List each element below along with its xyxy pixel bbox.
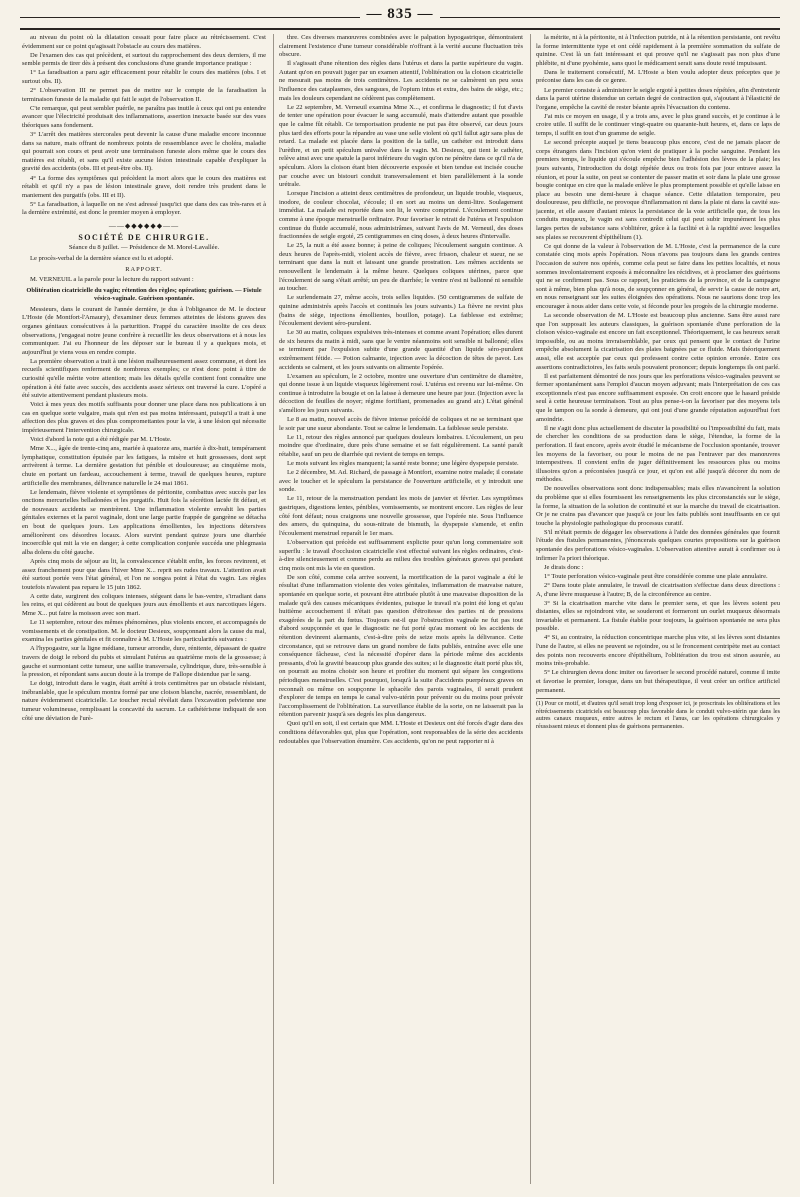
paragraph: Le 11, retour de la menstruation pendant les mois de janvier et février. Les symptômes gastriques, digestions lentes, pénibles, vomissements, se montrent encore. Les règles de leur côté font défaut; nous craignons une nouvelle grossesse, que l'opérée nie. Sous l'influence des amers, du quinquina, du sous-nitrate de bismuth, la dyspepsie s'amende, et enfin l'écoulement menstruel reparaît le 1er mars. xyxy=(279,495,523,537)
paragraph: Il s'agissait d'une rétention des règles dans l'utérus et dans la partie supérieure du vagin. Autant qu'on en pouvait juger par un examen attentif, l'oblitération ou la cloison cicatricielle ne mesurait pas moins de trois centimètres. Les accidents ne se calmèrent un peu sous l'influence des cataplasmes, des sangsues, de l'opium intus et extra, des bains de siège, etc.; mais les douleurs cependant ne cédèrent pas complètement. xyxy=(279,60,523,102)
report-label: RAPPORT. xyxy=(125,266,163,274)
column-3-paragraphs xyxy=(536,34,780,695)
society-title: SOCIÉTÉ DE CHIRURGIE. xyxy=(78,232,210,242)
paragraph: L'examen au spéculum, le 2 octobre, montre une ouverture d'un centimètre de diamètre, qui donne issue à un liquide visqueux légèrement rosé. L'utérus est revenu sur lui-même. On continue à introduire la bougie et on la laisse à demeure une heure par jour. (Injection avec la décoction de feuilles de noyer; régime fortifiant, promenades au grand air.) L'état général s'améliore les jours suivants. xyxy=(279,372,523,415)
paragraph: Le 11 septembre, retour des mêmes phénomènes, plus violents encore, et accompagnés de vomissements et de constipation. M. le docteur Desieux, soupçonnant alors la cause du mal, examina les parties génitales et fit connaître à M. L'Hoste les particularités suivantes : xyxy=(22,619,266,644)
paragraph: De son côté, comme cela arrive souvent, la mortification de la paroi vaginale a été le résultat d'une inflammation violente des voies génitales, inflammation de mauvaise nature, spontanée en quelque sorte, et pouvant être attribuée plutôt à une mauvaise disposition de la malade qu'à des causes mécaniques évidentes, puisque le travail n'a point été long et qu'au huitième accouchement il n'était pas question d'étroitesse des parties ni de pressions exagérées de la part du fœtus. Toujours est-il que l'obstruction vaginale ne fut pas tout d'abord soupçonnée et que le diagnostic ne fut porté qu'au moment où les accidents de rétention devinrent alarmants, c'est-à-dire près de seize mois après la délivrance. Cette circonstance, qui se retrouve dans un grand nombre de faits publiés, entraîne avec elle une conséquence fâcheuse, c'est la nécessité d'opérer dans la période même des accidents pressants, d'où la gravité beaucoup plus grande des suites; si le diagnostic était porté plus tôt, on pourrait au moins choisir son heure et profiter du moment qui sépare les congestions périodiques menstruelles. C'est pourquoi, lorsqu'à la suite d'accidents puerpéraux graves on reconnaît ou même on soupçonne le sphacèle des parois vaginales, il serait prudent d'explorer de temps en temps le canal vulvo-utérin pour prévenir ou du moins pour prévoir l'accomplissement de l'oblitération. La surveillance établie de la sorte, on ne laisserait pas la rétention parvenir jusqu'à ses degrés les plus dangereux. xyxy=(279,573,523,719)
paragraph: De l'examen des cas qui précèdent, et surtout du rapprochement des deux derniers, il me semble permis de tirer dès à présent des conclusions d'une grande importance pratique : xyxy=(22,51,266,68)
paragraph: Lorsque l'incision a atteint deux centimètres de profondeur, un liquide trouble, visqueux, inodore, de couleur chocolat, s'écoule; il en sort au moins un demi-litre. Soulagement immédiat. La malade est reportée dans son lit, le ventre comprimé. L'écoulement continue comme à une époque menstruelle ordinaire. Pour favoriser le retrait de l'utérus et l'expulsion continue du fluide accumulé, nous administrâmes, suivant l'avis de M. Verneuil, des doses fractionnées de seigle ergoté, 25 centigrammes en cinq doses, à deux heures d'intervalle. xyxy=(279,190,523,241)
paragraph: 3° L'arrêt des matières stercorales peut devenir la cause d'une maladie encore inconnue dans sa nature, mais offrant de nombreux points de ressemblance avec le choléra, maladie qui pourrait son cours et peut avoir une terminaison funeste alors même que le cours des matières est rétabli, et sans qu'il existe aucune lésion intestinale capable d'expliquer la gravité des accidents (obs. III et peut-être obs. II). xyxy=(22,131,266,173)
paragraph: Messieurs, dans le courant de l'année dernière, je dus à l'obligeance de M. le docteur L'Hoste (de Montfort-l'Amaury), d'examiner deux femmes atteintes de lésions graves des organes génitaux consécutives à la parturition. Frappé du caractère insolite de ces deux observations, j'engageai notre jeune confrère à recueillir les deux observations et à nous les communiquer. J'ai eu l'honneur de les déposer sur le bureau il y a quelques mois, et aujourd'hui je viens vous en rendre compte. xyxy=(22,305,266,356)
paragraph: Après cinq mois de séjour au lit, la convalescence s'établit enfin, les forces revinrent, et assez franchement pour que dans l'hiver Mme X... reprit ses rudes travaux. L'attention avait été surtout portée vers l'état général, et l'on ne songea point à l'état du vagin. Les règles toutefois n'avaient pas reparu le 15 juin 1862. xyxy=(22,557,266,591)
paragraph: A l'hypogastre, sur la ligne médiane, tumeur arrondie, dure, rénitente, dépassant de quatre travers de doigt le rebord du pubis et simulant l'utérus au quatrième mois de la grossesse; à gauche et surmontant cette tumeur, une saillie transversale, cylindrique, dure, très-sensible à la pression, et répondant sans aucun doute à la trompe de Fallope distendue par le sang. xyxy=(22,645,266,679)
paragraph: Le surlendemain 27, même accès, trois selles liquides. (50 centigrammes de sulfate de quinine administrés après l'accès et continués les jours suivants.) La fièvre ne revint plus (bains de siège, injections émollientes, bouillon, potage). La faiblesse est extrême; l'écoulement devient séro-purulent. xyxy=(279,294,523,328)
paragraph: 3° Si la cicatrisation marche vite dans le premier sens, et que les lèvres soient peu distantes, elles se rejoindront vite, se souderont et formeront un ourlet muqueux désormais invariable et permanent. La fistule établie pour toujours, la guérison spontanée ne sera plus possible. xyxy=(536,599,780,633)
column-2-paragraphs xyxy=(279,34,523,746)
paragraph: 1° Toute perforation vésico-vaginale peut être considérée comme une plaie annulaire. xyxy=(544,572,768,580)
footnote: (1) Pour ce motif, et d'autres qu'il serait trop long d'exposer ici, je proscrirais les oblitérations et les rétrécissements cicatriciels est beaucoup plus favorable dans le conduit vulvo-utérin que dans les autres canaux muqueux, entre autres le rectum et l'anus, car les opérations chirurgicales y réussissent mieux et donnent plus de guérisons permanentes. xyxy=(536,698,780,731)
paragraph: thre. Ces diverses manœuvres combinées avec le palpation hypogastrique, démontraient clairement l'existence d'une tumeur considérable n'offrant à la verité aucune fluctuation très obscure. xyxy=(279,34,523,59)
paragraph: Le 30 au matin, coliques expulsives très-intenses et comme avant l'opération; elles durent de six heures du matin à midi, sans que le ventre néanmoins soit sensible ni ballonné; elles se terminent par l'expulsion subite d'une grande quantité d'un liquide séro-purulent extrêmement fétide. — Potion calmante, injection avec la décoction de têtes de pavot. Les accidents se calment, et les jours suivants on alimente l'opérée. xyxy=(279,329,523,371)
paragraph: Mme X..., âgée de trente-cinq ans, mariée à quatorze ans, mariée à dix-huit, tempérament lymphatique, constitution épuisée par les fatigues, la misère et huit grossesses, dont sept arrivèrent à terme. La dernière gestation fut pénible et douloureuse; au cinquième mois, chute en portant un fardeau, accouchement à terme, travail de quelques heures, rupture artificielle des membranes, délivrance naturelle le 24 mai 1861. xyxy=(22,445,266,487)
paragraph: Le 11, retour des règles annoncé par quelques douleurs lombaires. L'écoulement, un peu moindre que d'ordinaire, dure près d'une semaine et se fait régulièrement. La santé paraît rétablie, sauf un peu de diarrhée qui revient de temps en temps. xyxy=(279,433,523,458)
paragraph: Le 2 décembre, M. Ad. Richard, de passage à Montfort, examine notre malade; il constate avec le toucher et le spéculum la persistance de l'ouverture artificielle, et y introduit une sonde. xyxy=(279,469,523,494)
paragraph: la métrite, ni à la péritonite, ni à l'infection putride, ni à la rétention persistante, ont revêtu la forme intermittente type et ont cédé rapidement à la première sommation du sulfate de quinine. C'est là un fait intéressant et qui prouve qu'il ne s'agissait pas non plus d'une phlébite, ni d'une pyohémie, sans quoi le médicament serait sans doute resté impuissant. xyxy=(536,34,780,67)
paragraph: Le mois suivant les règles manquent; la santé reste bonne; une légère dyspepsie persiste. xyxy=(287,460,519,468)
paragraph: 2° L'observation III ne permet pas de mettre sur le compte de la faradisation la terminaison funeste de la maladie qui fait le sujet de l'observation II. xyxy=(22,87,266,103)
paragraph: C'te remarque, qui peut sembler puérile, ne paraîtra pas inutile à ceux qui ont pu entendre avancer que l'électricité produisait des inflammations, assertion inexacte basée sur des vues théoriques sans fondement. xyxy=(22,104,266,129)
paragraph: A cette date, surgirent des coliques intenses, siégeant dans le bas-ventre, s'irradiant dans les reins, et qui cédèrent au bout de quelques jours aux émollients et aux narcotiques légers. Mme X... put faire la moisson avec son mari. xyxy=(22,592,266,617)
paragraph: Le 8 au matin, nouvel accès de fièvre intense précédé de coliques et ne se terminant que le soir par une sueur abondante. Tout se calme le lendemain. La faiblesse seule persiste. xyxy=(279,416,523,432)
page-header xyxy=(20,6,780,30)
column-1 xyxy=(22,34,266,1184)
paragraph: Il ne s'agit donc plus actuellement de discuter la possibilité ou l'impossibilité du fait, mais de chercher les conditions de sa production dans le siège, l'étendue, la forme de la perforation. Il faut encore, après avoir étudié le mécanisme de l'occlusion spontanée, trouver les moyens de la favoriser, ou pour le moins de ne pas l'entraver par des manœuvres intempestives. Il convient enfin de juger définitivement les ressources plus ou moins illusoires qu'on a préconisées jusqu'à ce jour, et qu'on est allé jusqu'à décorer du nom de méthodes. xyxy=(536,424,780,484)
paragraph: 5° La faradisation, à laquelle on ne s'est adressé jusqu'ici que dans des cas très-rares et à la dernière extrémité, est donc le premier moyen à employer. xyxy=(22,200,266,217)
page-number: — 835 — xyxy=(366,6,434,22)
column-2 xyxy=(279,34,523,1184)
column-1-paragraphs xyxy=(22,34,266,218)
paragraph: Le second précepte auquel je tiens beaucoup plus encore, c'est de ne jamais placer de corps étrangers dans l'incision qu'on vient de pratiquer à la poche sanguine. Pendant les premiers temps, le liquide qui s'écoule empêche bien l'adhésion des lèvres de la plaie; les jours suivants, l'introduction du doigt répétée deux ou trois fois par jour entrave assez la réunion, et pour la suite, on peut se contenter de passer matin et soir dans la plaie une grosse bougie conique en cire que la malade enlève le plus promptement possible et qu'elle laisse en place au besoin une demi-heure à chaque séance. Cette dilatation temporaire, peu douloureuse, peu difficile, ne provoque d'inflammation ni dans la plaie ni dans la cavité sus-jacente, et elle assure d'autant mieux la persistance de la voie artificielle que, de tous les conduits muqueux, le vagin est sans contredit celui qui peut subir impunément les plus larges pertes de substance sans s'oblitérer, grâce à la facilité et à la rapidité avec lesquelles ses plaies se recouvrent d'épithélium (1). xyxy=(536,139,780,241)
text-columns xyxy=(22,34,780,1184)
paragraph: 2° Dans toute plaie annulaire, le travail de cicatrisation s'effectue dans deux directions : A, d'une lèvre muqueuse à l'autre; B, de la circonférence au centre. xyxy=(536,581,780,598)
paragraph: Le premier consiste à administrer le seigle ergoté à petites doses répétées, afin d'entretenir dans la paroi utérine distendue un certain degré de contraction qui, s'ajoutant à l'élasticité de l'organe, empêche la cavité de rester béante après l'évacuation du contenu. xyxy=(536,86,780,111)
paragraph: Quoi qu'il en soit, il est certain que MM. L'Hoste et Desieux ont été forcés d'agir dans des conditions défavorables qui, plus que l'opération, sont responsables de la série des accidents redoutables que l'observation énumère. Ces accidents, qu'on ne peut rapporter ni à xyxy=(279,720,523,745)
paragraph: Le doigt, introduit dans le vagin, était arrêté à trois centimètres par un obstacle résistant, inébranlable, que le spéculum montra formé par une cloison blanche, nacrée, ressemblant, de nature évidemment cicatricielle. Le toucher rectal révélait dans l'excavation pelvienne une tumeur volumineuse, remplissant la concavité du sacrum. Le cathétérisme indiquait de son côté une déviation de l'urè- xyxy=(22,680,266,722)
paragraph: Dans le traitement consécutif, M. L'Hoste a bien voulu adopter deux préceptes que je préconise dans les cas de ce genre. xyxy=(536,68,780,85)
paragraph: au niveau du point où la dilatation cessait pour faire place au rétrécissement. C'est évidemment sur ce point qu'agissait l'obstacle au cours des matières. xyxy=(22,34,266,50)
rapporteur-line: M. VERNEUIL a la parole pour la lecture du rapport suivant : xyxy=(30,275,194,283)
column-3 xyxy=(536,34,780,1184)
paragraph: 4° La forme des symptômes qui précèdent la mort alors que le cours des matières est rétabli et qu'il n'y a pas de lésion intestinale grave, doit rendre très prudent dans le maniement des purgatifs (obs. III et II). xyxy=(22,174,266,199)
column-divider xyxy=(530,34,531,1184)
paragraph: 1° La faradisation a paru agir efficacement pour rétablir le cours des matières (obs. I et surtout obs. II). xyxy=(22,69,266,85)
session-line: Séance du 8 juillet. — Présidence de M. Morel-Lavallée. xyxy=(68,244,220,252)
paragraph: 5° Le chirurgien devra donc imiter ou favoriser le second procédé naturel, comme il imite et favorise le premier, lorsque, dans un but thérapeutique, il veut créer un orifice artificiel permanent. xyxy=(536,669,780,694)
paragraph: La seconde observation de M. L'Hoste est beaucoup plus ancienne. Sans être aussi rare que l'on supposait les auteurs classiques, la guérison spontanée d'une perforation de la cloison vésico-vaginale est encore un fait exceptionnel. Théoriquement, le cas heureux serait impossible, ou au moins invraisemblable, par ceux qui pensent que le contact de l'urine empêche absolument la cicatrisation des plaies baignées par ce fluide. Mais théoriquement aussi, elle est acceptée par ceux qui professent contre cette opinion erronée. Entre ces assertions contradictoires, les faits seuls pouvaient prononcer; depuis longtemps ils ont parlé. xyxy=(536,312,780,371)
header-rule-right xyxy=(440,17,780,18)
section-ornament: ——◆◆◆◆◆◆—— xyxy=(108,221,180,230)
report-topic: Oblitération cicatricielle du vagin; rétention des règles; opération; guérison. — Fistule vésico-vaginale. Guérison spontanée. xyxy=(26,286,262,303)
paragraph: Il est parfaitement démontré de nos jours que les perforations vésico-vaginales peuvent se fermer spontanément sans l'emploi d'aucun moyen adjuvant; mais l'interprétation de ces cas exceptionnels n'est pas encore suffisamment exposée. On croit encore que le hasard préside seul à cette heureuse terminaison. Tout au plus pense-t-on la favoriser par des moyens tels que le tampon ou la sonde à demeure, qui ont joui d'une grande réputation aujourd'hui fort amoindrie. xyxy=(536,372,780,423)
paragraph: La première observation a trait à une lésion malheureusement assez commune, et dont les recueils scientifiques renferment de nombreux exemples; ce n'est donc point à titre de curiosité qu'elle mérite votre attention; mais les détails qu'elle contient font connaître une opération à été faite avec succès, des accidents assez sérieux ont traversé la cure. L'opéré a été suivie attentivement pendant plusieurs mois. xyxy=(22,357,266,400)
paragraph: S'il m'était permis de dégager les observations à l'aide des données générales que fournit l'étude des fistules permanentes, j'énoncerais quelques courtes propositions sur la guérison spontanée des perforations vésico-vaginales. L'observation attentive aurait à confirmer ou à infirmer l'a priori théorique. xyxy=(536,528,780,562)
paragraph: J'ai mis ce moyen en usage, il y a trois ans, avec le plus grand succès, et je continue à le croire utile. Il suffit de le continuer vingt-quatre ou quarante-huit heures, et, dans ce laps de temps, il suffit en tout d'un gramme de seigle. xyxy=(536,112,780,138)
paragraph: Le 25, la nuit a été assez bonne; à peine de coliques; l'écoulement sanguin continue. A deux heures de l'après-midi, violent accès de fièvre, avec frisson, chaleur et sueur, ne se terminant que dans la nuit et laissant une grande prostration. Les mêmes accidents se renouvellent le lendemain à la même heure. Quelques coliques utérines, parce que l'écoulement de sang s'était arrêté; un peu de diarrhée; le ventre n'est ni ballonné ni sensible au toucher. xyxy=(279,242,523,293)
paragraph: L'observation qui précède est suffisamment explicite pour qu'un long commentaire soit superflu : le travail d'occlusion cicatricielle s'est effectué suivant les règles ordinaires, c'est-à-dire silencieusement et comme perdu au milieu des troubles généraux graves qui pendant cinq mois ont mis la vie en question. xyxy=(279,538,523,572)
column-divider xyxy=(273,34,274,1184)
paragraph: Ce qui donne de la valeur à l'observation de M. L'Hoste, c'est la permanence de la cure constatée cinq mois après l'opération. Nous n'avons pas toujours dans les grands centres l'occasion de suivre nos opérés, comme cela peut se faire dans les petites localités, et nous sommes involontairement exposés à méconnaître les récidives, et à proclamer des guérisons qui ne se confirment pas. Sous ce rapport, les praticiens de la province, et de la campagne sont à même, bien plus qu'à nous, de soupçonner en général, de servir la cause de notre art, en nous renseignant sur les suites éloignées des opérations. Nous ne saurions donc trop les encourager à nous aider dans cette voie, si féconde pour les progrès de la chirurgie moderne. xyxy=(536,242,780,310)
minutes-line: Le procès-verbal de la dernière séance est lu et adopté. xyxy=(30,254,174,262)
paragraph: Le lendemain, fièvre violente et symptômes de péritonite, combattus avec succès par les onctions mercurielles belladonées et les purgatifs. Huit fois la sécrétion lactée fit défaut, et de nouveaux accidents se montrèrent. Une inflammation violente envahit les parties génitales externes et la paroi vaginale, dont une large partie frappée de gangrène se détacha en bout de quelques jours. Les applications émollientes, les injections détersives améliorèrent ces désordres locaux. Alors survint pendant quinze jours une diarrhée incoercible qui mit la vie en danger; à cette complication conjurée succéda une phlegmasia alba dolens du côté gauche. xyxy=(22,488,266,556)
paragraph: Le 22 septembre, M. Verneuil examina Mme X..., et confirma le diagnostic; il fut d'avis de tenter une opération pour évacuer le sang accumulé, mais d'attendre autant que possible que le calme fût rétabli. Ce temporisation prudente ne put pas être observé, car deux jours plus tard des efforts pour la répandre au vase une selle violent où qu'il fallut agir sans plus de retard. La malade est placée dans la position de la taille, un cathéter est introduit dans l'urèthre, et un petit spéculum univalve dans le vagin. M. Desieux, qui tient le cathéter, relève ainsi avec une spatule la paroi inférieure du vagin qu'on ne pénètre dans ce qu'il n'a de spéculum. Alors la cloison étant bien découverte exposée et bien tendue est incisée couche par couche avec un bistouri conduit transversalement et bien parallèlement à la sonde urétrale. xyxy=(279,103,523,189)
paragraph: Voici à mes yeux des motifs suffisants pour donner une place dans nos publications à un cas en quelque sorte vulgaire, mais qui n'en est pas moins intéressant, puisqu'il a trait à une affection des plus graves et des plus compromettantes pour la vie, à une lésion qui nécessite impérieusement l'intervention chirurgicale. xyxy=(22,401,266,435)
paragraph: De nouvelles observations sont donc indispensables; mais elles n'avancèrent la solution du problème que si elles fournissent les renseignements les plus circonstanciés sur le siège, la forme, la situation de la solution de continuité et sur la marche du travail de cicatrisation. Or je ne crains pas d'avancer que jusqu'à ce jour les faits publiés sont insuffisants en ce qui touche la physiologie pathologique du processus curatif. xyxy=(536,485,780,527)
column-1-report-paragraphs xyxy=(22,306,266,724)
paragraph: Voici d'abord la note qui a été rédigée par M. L'Hoste. xyxy=(30,436,172,444)
paragraph: 4° Si, au contraire, la réduction concentrique marche plus vite, si les lèvres sont distantes l'une de l'autre, si elles ne peuvent se rejoindre, ou si le froncement centripète met au contact des points non recouverts encore d'épithélium, l'oblitération du trou est sinon assurée, au moins très-probable. xyxy=(536,634,780,668)
paragraph: Je dirais donc : xyxy=(544,563,584,571)
